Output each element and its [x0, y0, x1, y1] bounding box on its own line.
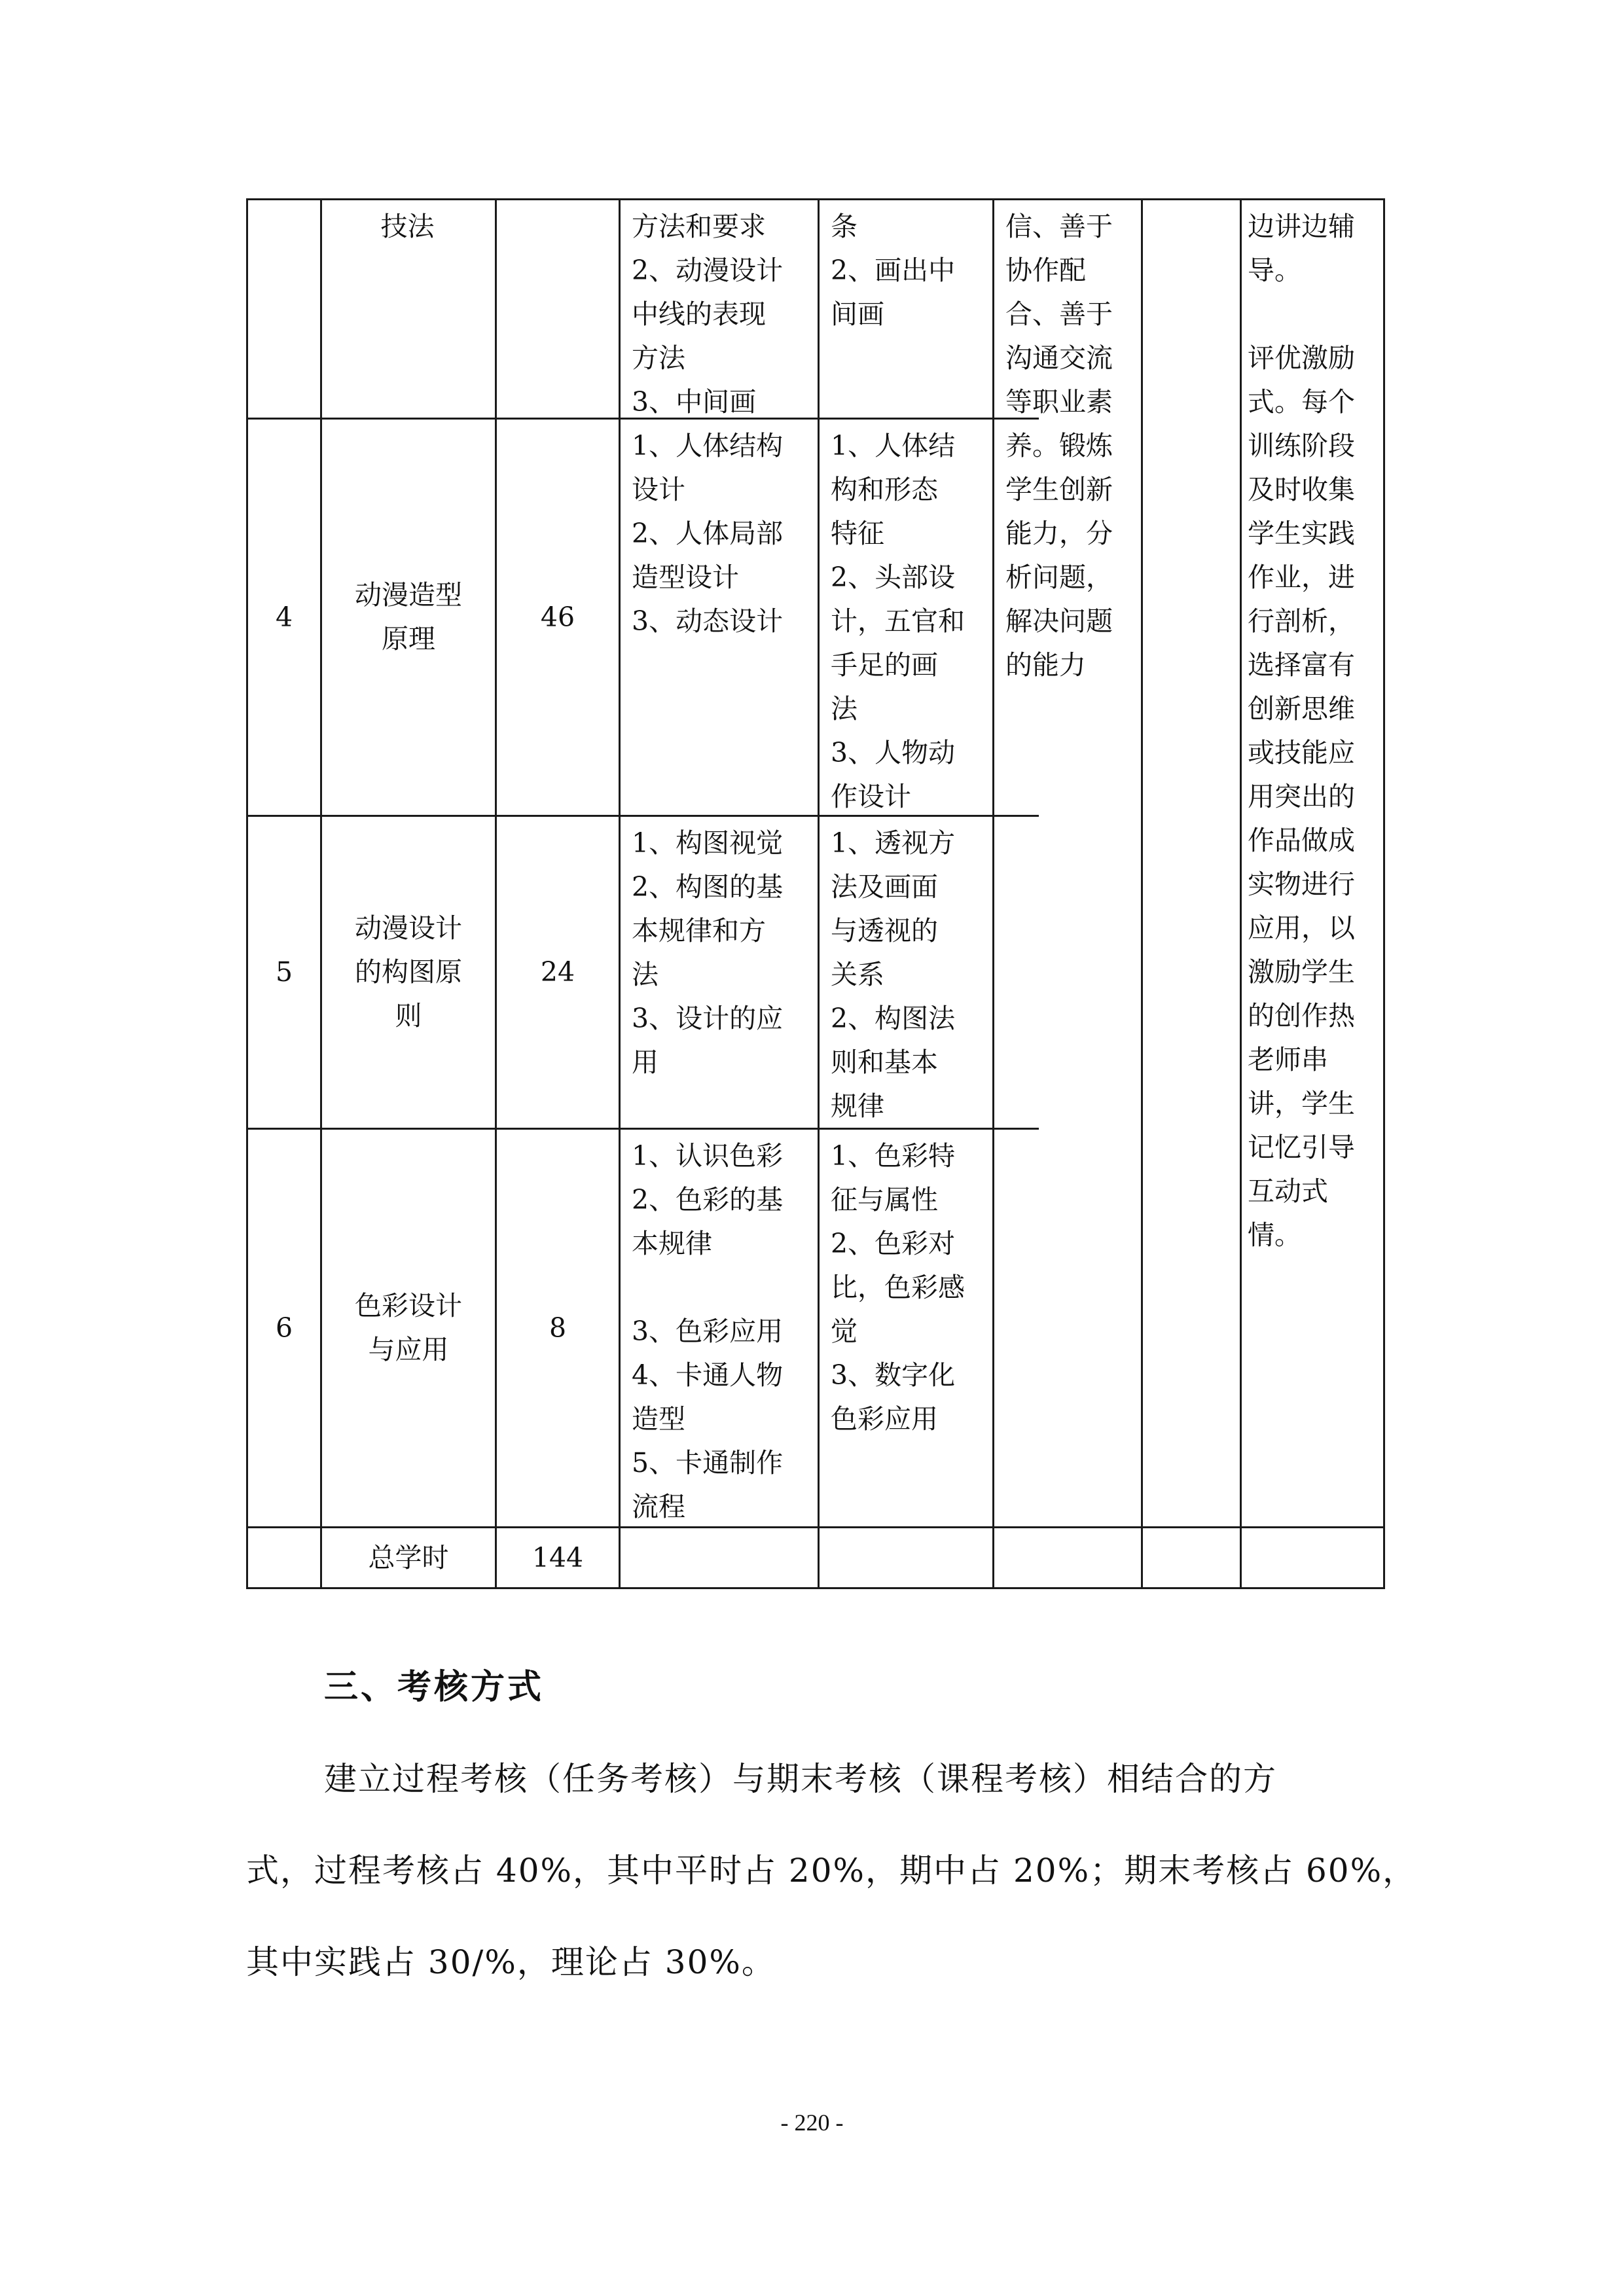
content-cell: [632, 1134, 808, 1529]
content-line: 1、人体结构: [632, 430, 784, 461]
requirements-cell: [831, 821, 986, 1128]
quality-goals-line: 信、善于: [1005, 211, 1113, 242]
teaching-methods-line: 实物进行: [1248, 869, 1355, 900]
requirements-line: 则和基本: [831, 1047, 938, 1078]
course-name-line: 动漫设计: [355, 912, 462, 944]
requirements-line: 与透视的: [831, 915, 938, 946]
requirements-line: 2、构图法: [831, 1003, 956, 1034]
quality-goals-line: 协作配: [1005, 255, 1086, 286]
content-line: 设计: [632, 474, 685, 505]
course-name-line: 与应用: [368, 1334, 449, 1365]
requirements-line: 2、画出中: [831, 255, 956, 286]
requirements-line: 1、人体结: [831, 430, 956, 461]
teaching-methods-line: [1248, 293, 1379, 336]
content-line: 方法: [632, 342, 685, 374]
requirements-line: 作设计: [831, 781, 911, 812]
quality-goals-line: 合、善于: [1005, 298, 1113, 330]
table-rule: [818, 198, 820, 1589]
row-number: 4: [275, 601, 293, 633]
quality-goals-line: 养。锻炼: [1005, 430, 1113, 461]
course-name-cell: [322, 420, 495, 815]
requirements-line: 色彩应用: [831, 1403, 938, 1435]
content-line: 2、构图的基: [632, 871, 784, 903]
row-number-cell: [248, 817, 320, 1128]
requirements-line: 1、色彩特: [831, 1140, 956, 1172]
requirements-line: 觉: [831, 1316, 857, 1347]
hours-value: 8: [549, 1312, 567, 1344]
table-rule: [1240, 198, 1242, 1589]
hours-cell: [497, 1130, 619, 1526]
course-name-cell: [322, 817, 495, 1128]
quality-goals-line: 析问题，: [1005, 562, 1113, 593]
teaching-methods-line: 选择富有: [1248, 649, 1355, 681]
course-name-line: 技法: [380, 211, 435, 242]
total-label-cell: [322, 1528, 495, 1587]
content-line: 中线的表现: [632, 298, 766, 330]
row-number-cell: [248, 420, 320, 815]
content-line: 2、动漫设计: [632, 255, 784, 286]
row-number: 6: [275, 1312, 293, 1344]
content-line: 3、色彩应用: [632, 1316, 784, 1347]
hours-value: 24: [540, 956, 575, 988]
table-rule: [1383, 198, 1385, 1589]
content-line: 2、色彩的基: [632, 1184, 784, 1215]
quality-goals-line: 等职业素: [1005, 386, 1113, 418]
requirements-line: 特征: [831, 518, 884, 549]
quality-goals-line: 学生创新: [1005, 474, 1113, 505]
total-label: 总学时: [368, 1541, 449, 1573]
requirements-line: 手足的画: [831, 649, 938, 681]
teaching-methods-line: 激励学生: [1248, 956, 1355, 988]
table-rule: [246, 1587, 1385, 1589]
teaching-methods-line: 边讲边辅: [1248, 211, 1355, 242]
requirements-line: 构和形态: [831, 474, 938, 505]
content-line: 用: [632, 1047, 659, 1078]
requirements-line: 征与属性: [831, 1184, 938, 1215]
requirements-line: 比，色彩感: [831, 1272, 965, 1303]
requirements-line: 1、透视方: [831, 827, 956, 859]
requirements-line: 关系: [831, 959, 884, 990]
content-line: [632, 1266, 808, 1310]
teaching-methods-line: 训练阶段: [1248, 430, 1355, 461]
content-line: 2、人体局部: [632, 518, 784, 549]
teaching-methods-line: 记忆引导: [1248, 1132, 1355, 1163]
requirements-line: 3、人物动: [831, 737, 956, 768]
table-rule: [992, 198, 994, 1589]
teaching-methods-line: 导。: [1248, 255, 1301, 286]
requirements-line: 3、数字化: [831, 1359, 956, 1391]
requirements-line: 条: [831, 211, 857, 242]
content-line: 造型设计: [632, 562, 739, 593]
content-cell: [632, 424, 808, 643]
teaching-methods-line: 情。: [1248, 1219, 1301, 1251]
content-cell: [632, 821, 808, 1085]
quality-goals-line: 能力，分: [1005, 518, 1113, 549]
teaching-methods-line: 用突出的: [1248, 781, 1355, 812]
course-table: [246, 198, 1385, 1589]
requirements-line: 规律: [831, 1090, 884, 1122]
content-cell: [632, 205, 808, 424]
content-line: 方法和要求: [632, 211, 766, 242]
teaching-methods-line: 作品做成: [1248, 825, 1355, 856]
content-line: 流程: [632, 1491, 685, 1522]
quality-goals-line: 沟通交流: [1005, 342, 1113, 374]
requirements-line: 法: [831, 693, 857, 725]
row-number: 5: [275, 956, 293, 988]
requirements-line: 计，五官和: [831, 605, 965, 637]
teaching-methods-line: 应用，以: [1248, 912, 1355, 944]
course-name-cell: [320, 205, 495, 249]
table-rule: [619, 198, 621, 1589]
table-rule: [246, 198, 1385, 200]
content-line: 造型: [632, 1403, 685, 1435]
content-line: 1、认识色彩: [632, 1140, 784, 1172]
teaching-methods-line: 行剖析，: [1248, 605, 1355, 637]
quality-goals-cell: [1005, 205, 1136, 687]
content-line: 本规律和方: [632, 915, 766, 946]
teaching-methods-line: 的创作热: [1248, 1000, 1355, 1031]
page-number: - 220 -: [780, 2109, 844, 2136]
content-line: 4、卡通人物: [632, 1359, 784, 1391]
hours-cell: [497, 420, 619, 815]
paragraph-line: 其中实践占 30/%，理论占 30%。: [246, 1943, 776, 1981]
teaching-methods-line: 式。每个: [1248, 386, 1355, 418]
teaching-methods-line: 评优激励: [1248, 342, 1355, 374]
teaching-methods-cell: [1248, 205, 1379, 1257]
teaching-methods-line: 讲，学生: [1248, 1088, 1355, 1119]
total-hours: 144: [532, 1541, 584, 1573]
course-name-cell: [322, 1130, 495, 1526]
teaching-methods-line: 作业，进: [1248, 562, 1355, 593]
row-number-cell: [248, 1130, 320, 1526]
hours-value: 46: [540, 601, 575, 633]
course-name-line: 动漫造型: [355, 579, 462, 611]
course-name-line: 的构图原: [355, 956, 462, 988]
course-name-line: 则: [395, 1000, 422, 1031]
requirements-line: 法及画面: [831, 871, 938, 903]
content-line: 5、卡通制作: [632, 1447, 784, 1479]
teaching-methods-line: 或技能应: [1248, 737, 1355, 768]
course-name-line: 色彩设计: [355, 1290, 462, 1321]
paragraph-line: 式，过程考核占 40%，其中平时占 20%，期中占 20%；期末考核占 60%，: [246, 1852, 1417, 1890]
total-hours-cell: [497, 1528, 619, 1587]
teaching-methods-line: 学生实践: [1248, 518, 1355, 549]
teaching-methods-line: 及时收集: [1248, 474, 1355, 505]
requirements-line: 2、色彩对: [831, 1228, 956, 1259]
requirements-cell: [831, 205, 986, 336]
requirements-line: 间画: [831, 298, 884, 330]
teaching-methods-line: 互动式: [1248, 1175, 1328, 1207]
content-line: 3、动态设计: [632, 605, 784, 637]
teaching-methods-line: 老师串: [1248, 1044, 1328, 1075]
hours-cell: [497, 817, 619, 1128]
section-heading: 三、考核方式: [324, 1668, 545, 1707]
content-line: 3、中间画: [632, 386, 757, 418]
requirements-cell: [831, 424, 986, 819]
quality-goals-line: 的能力: [1005, 649, 1086, 681]
teaching-methods-line: 创新思维: [1248, 693, 1355, 725]
paragraph-line: 建立过程考核（任务考核）与期末考核（课程考核）相结合的方: [324, 1760, 1277, 1798]
content-line: 1、构图视觉: [632, 827, 784, 859]
course-name-line: 原理: [382, 623, 435, 655]
quality-goals-line: 解决问题: [1005, 605, 1113, 637]
content-line: 本规律: [632, 1228, 712, 1259]
content-line: 法: [632, 959, 659, 990]
table-rule: [1141, 198, 1143, 1589]
requirements-cell: [831, 1134, 986, 1441]
requirements-line: 2、头部设: [831, 562, 956, 593]
content-line: 3、设计的应: [632, 1003, 784, 1034]
